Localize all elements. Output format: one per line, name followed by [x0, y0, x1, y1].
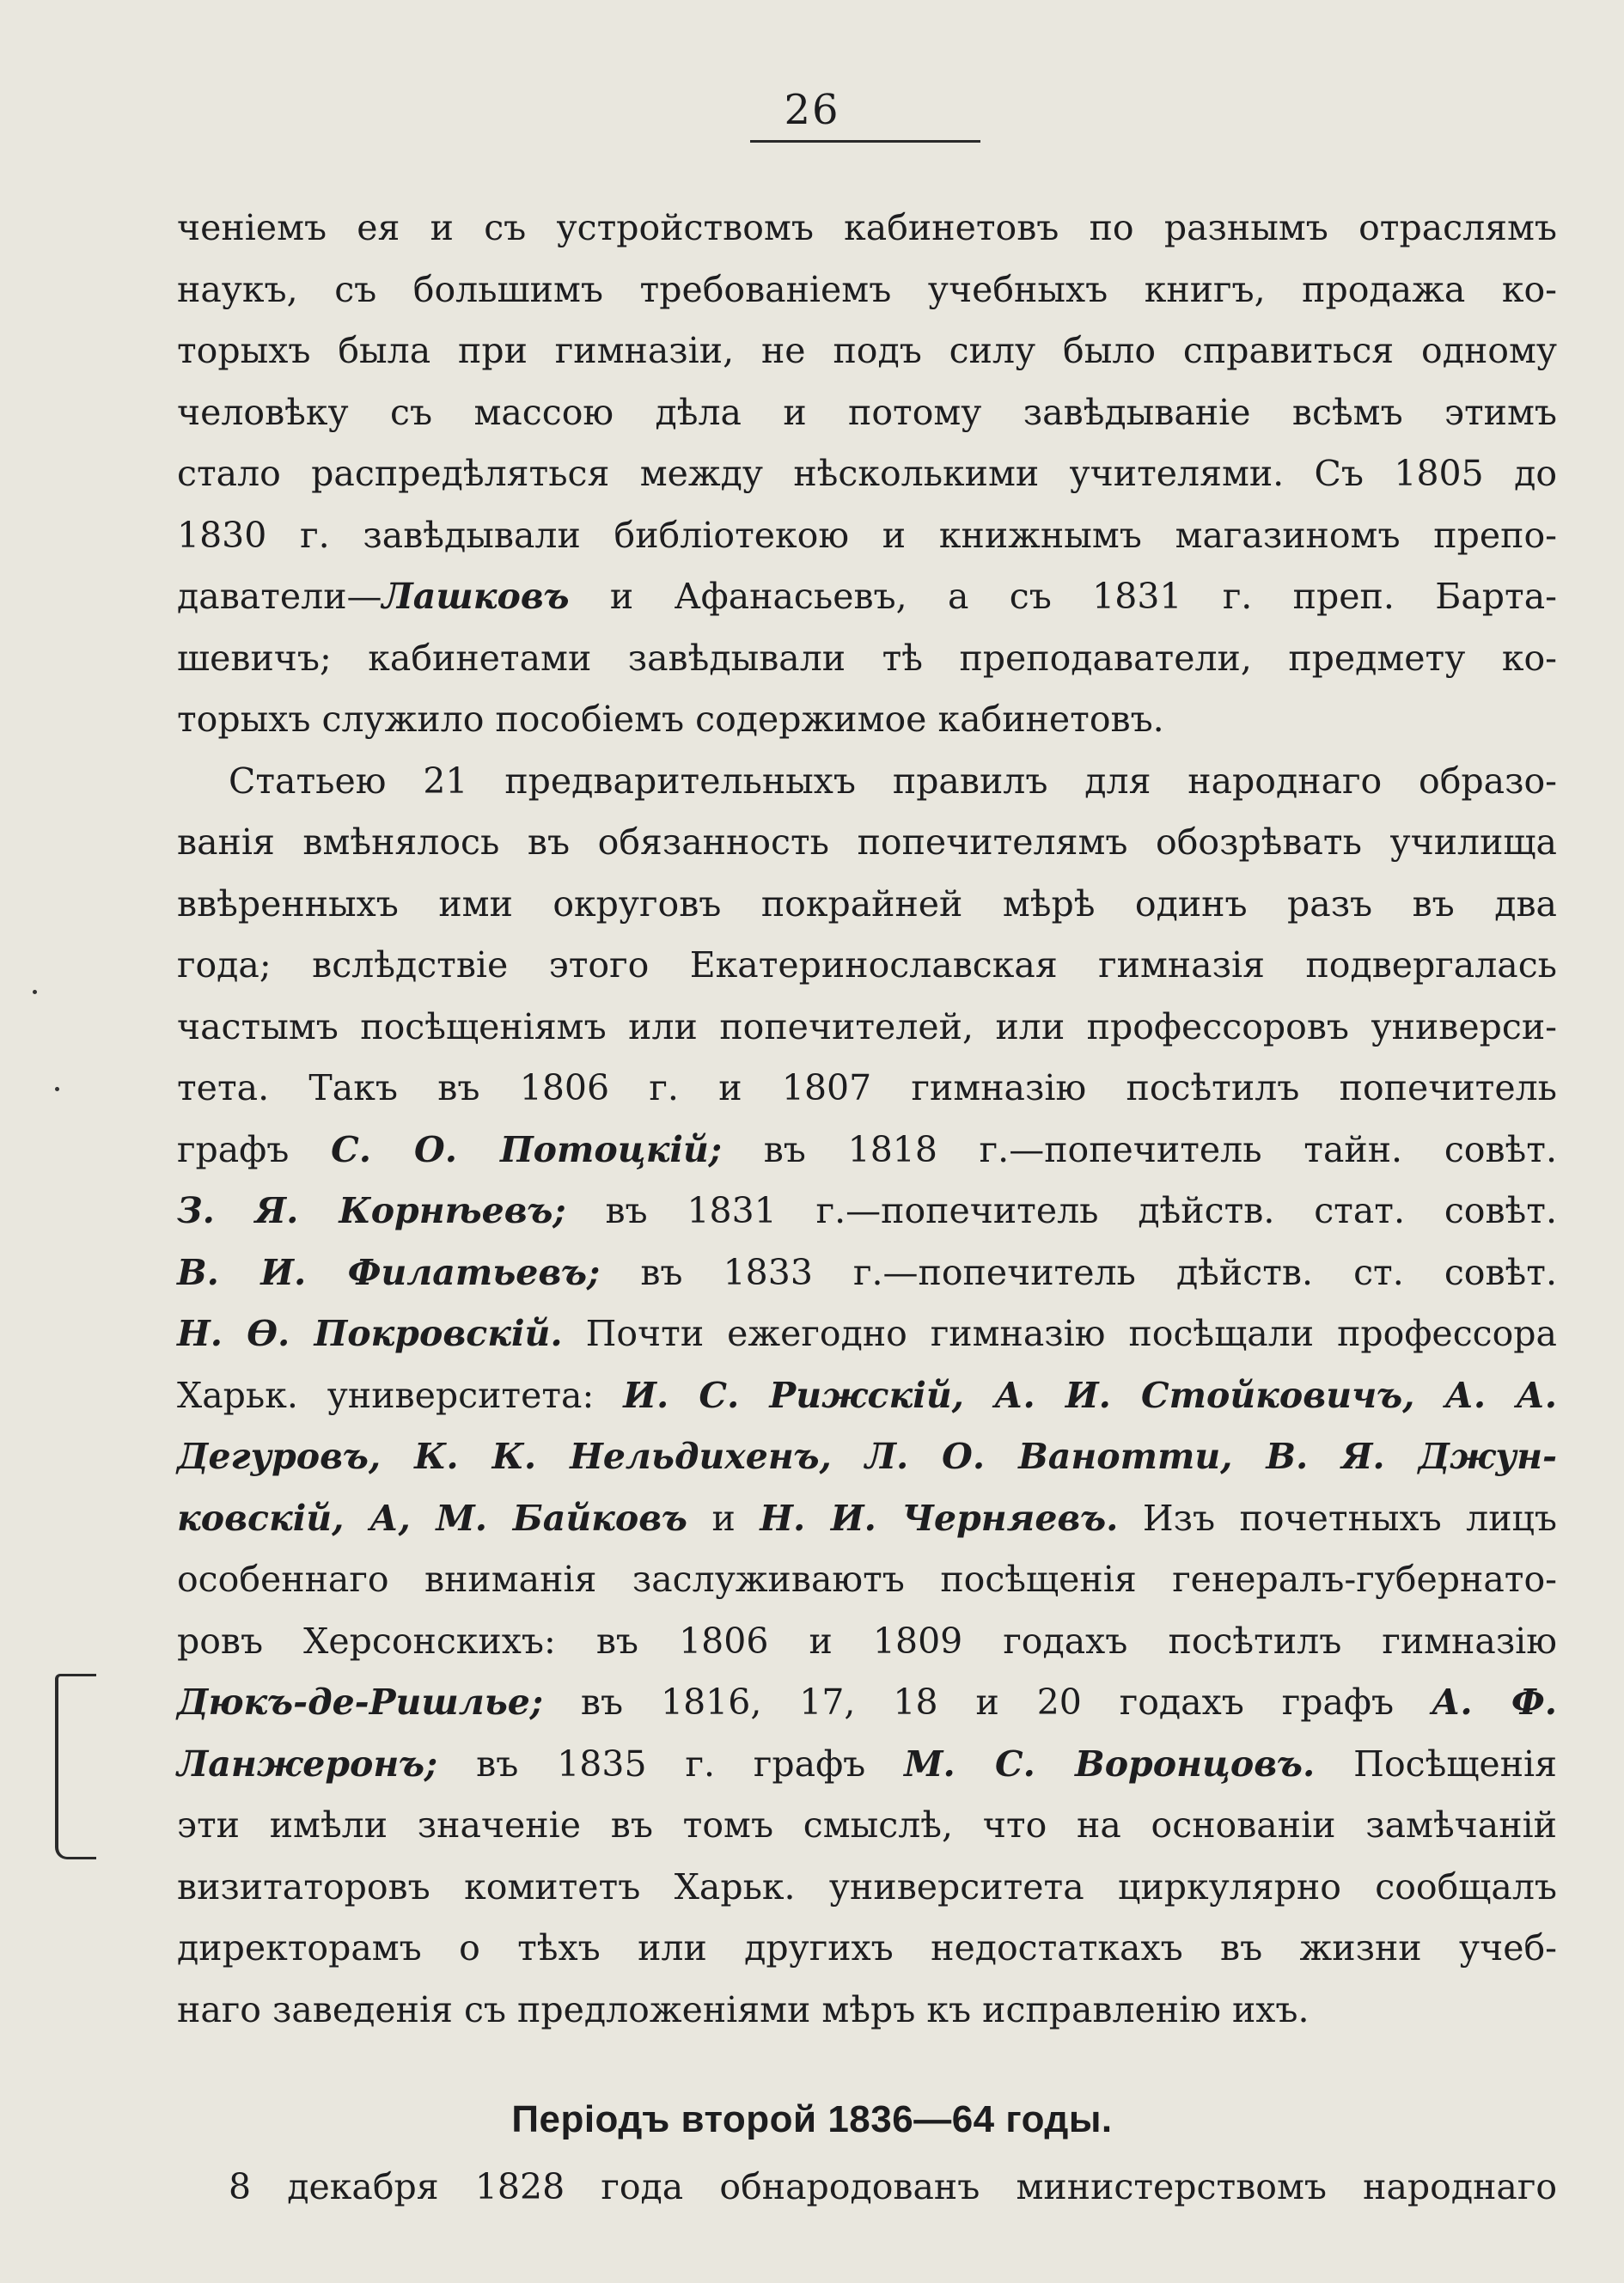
page-number: 26	[784, 86, 840, 134]
text-fragment: въ 1818 г.—попечитель тайн. совѣт.	[721, 1128, 1557, 1170]
margin-dot	[55, 1087, 59, 1091]
text-fragment: графъ	[177, 1128, 332, 1170]
text-line: Статьею 21 предварительныхъ правилъ для народнаго образо-	[229, 760, 1557, 802]
text-line: ченіемъ ея и съ устройствомъ кабинетовъ по разнымъ отраслямъ	[177, 207, 1557, 248]
text-line: торыхъ была при гимназіи, не подъ силу было справиться одному	[177, 330, 1557, 371]
text-line: эти имѣли значеніе въ томъ смыслѣ, что на основаніи замѣчаній	[177, 1804, 1557, 1846]
paragraph-1	[177, 198, 1557, 751]
section-heading: Періодъ второй 1836—64 годы.	[511, 2098, 1113, 2140]
text-fragment: Харьк. университета:	[177, 1374, 624, 1416]
text-line: тета. Такъ въ 1806 г. и 1807 гимназію посѣтилъ попечитель	[177, 1067, 1557, 1108]
text-line: года; вслѣдствіе этого Екатеринославская гимназія подвергалась	[177, 944, 1557, 986]
person-name: А. Ф.	[1432, 1682, 1557, 1723]
person-name: Дегуровъ, К. К. Нельдихенъ, Л. О. Ванотти, В. Я. Джун-	[177, 1436, 1557, 1477]
body-text	[177, 198, 1557, 2041]
text-line: ровъ Херсонскихъ: въ 1806 и 1809 годахъ посѣтилъ гимназію	[177, 1620, 1557, 1662]
text-line: наукъ, съ большимъ требованіемъ учебныхъ книгъ, продажа ко-	[177, 268, 1557, 310]
text-line: человѣку съ массою дѣла и потому завѣдываніе всѣмъ этимъ	[177, 391, 1557, 433]
text-fragment: Почти ежегодно гимназію посѣщали профессора	[562, 1313, 1557, 1354]
person-name: Н. Ѳ. Покровскій.	[177, 1313, 563, 1354]
person-name: И. С. Рижскій, А. И. Стойковичъ, А. А.	[623, 1374, 1558, 1416]
text-fragment: Изъ почетныхъ лицъ	[1118, 1497, 1557, 1539]
text-line: 8 декабря 1828 года обнародованъ министерствомъ народнаго	[229, 2166, 1557, 2207]
text-line	[177, 1734, 1557, 1796]
person-name: М. С. Воронцовъ.	[904, 1743, 1316, 1785]
text-line	[177, 566, 1557, 628]
text-line: директорамъ о тѣхъ или другихъ недостаткахъ въ жизни учеб-	[177, 1927, 1557, 1969]
text-line	[177, 1672, 1557, 1734]
text-line	[177, 1120, 1557, 1181]
text-line: наго заведенія съ предложеніями мѣръ къ исправленію ихъ.	[177, 1988, 1310, 2030]
text-line: особеннаго вниманія заслуживаютъ посѣщенія генералъ-губернато-	[177, 1559, 1557, 1600]
person-name: Лашковъ	[382, 576, 570, 617]
text-line: 1830 г. завѣдывали библіотекою и книжнымъ магазиномъ препо-	[177, 514, 1557, 556]
text-line: ванія вмѣнялось въ обязанность попечителямъ обозрѣвать училища	[177, 821, 1557, 863]
text-line: стало распредѣляться между нѣсколькими учителями. Съ 1805 до	[177, 453, 1557, 494]
paragraph-3	[229, 2157, 1557, 2219]
person-name: Ланжеронъ;	[177, 1743, 438, 1785]
text-line	[177, 1488, 1557, 1550]
text-fragment: въ 1816, 17, 18 и 20 годахъ графъ	[543, 1682, 1432, 1723]
text-fragment: въ 1835 г. графъ	[437, 1743, 905, 1785]
margin-bracket-annotation	[55, 1674, 96, 1859]
text-line: торыхъ служило пособіемъ содержимое кабинетовъ.	[177, 699, 1164, 740]
person-name: С. О. Потоцкій;	[331, 1128, 722, 1170]
text-line: ввѣренныхъ ими округовъ покрайней мѣрѣ одинъ разъ въ два	[177, 882, 1557, 925]
margin-dot	[33, 990, 37, 994]
text-fragment: и Афанасьевъ, а съ 1831 г. преп. Барта-	[569, 576, 1557, 617]
text-line: частымъ посѣщеніямъ или попечителей, или профессоровъ универси-	[177, 1005, 1557, 1047]
text-fragment: и	[687, 1497, 760, 1539]
text-line	[177, 1426, 1557, 1488]
text-line: шевичъ; кабинетами завѣдывали тѣ преподаватели, предмету ко-	[177, 637, 1557, 679]
text-line: визитаторовъ комитетъ Харьк. университета циркулярно сообщалъ	[177, 1865, 1557, 1908]
person-name: ковскій, А, М. Байковъ	[177, 1497, 687, 1539]
person-name: З. Я. Корнѣевъ;	[177, 1190, 566, 1231]
text-line	[177, 1242, 1557, 1304]
page-number-rule	[750, 140, 980, 143]
text-fragment: въ 1831 г.—попечитель дѣйств. стат. совѣт.	[565, 1190, 1557, 1231]
text-line	[177, 1181, 1557, 1242]
text-fragment: въ 1833 г.—попечитель дѣйств. ст. совѣт.	[600, 1251, 1557, 1293]
text-line	[177, 1303, 1557, 1365]
paragraph-2	[177, 751, 1557, 2042]
text-fragment: Посѣщенія	[1315, 1743, 1557, 1785]
person-name: В. И. Филатьевъ;	[177, 1251, 601, 1293]
person-name: Н. И. Черняевъ.	[760, 1497, 1119, 1539]
text-fragment: даватели—	[177, 576, 382, 617]
text-line	[177, 1365, 1557, 1427]
person-name: Дюкъ-де-Ришлье;	[177, 1682, 543, 1723]
